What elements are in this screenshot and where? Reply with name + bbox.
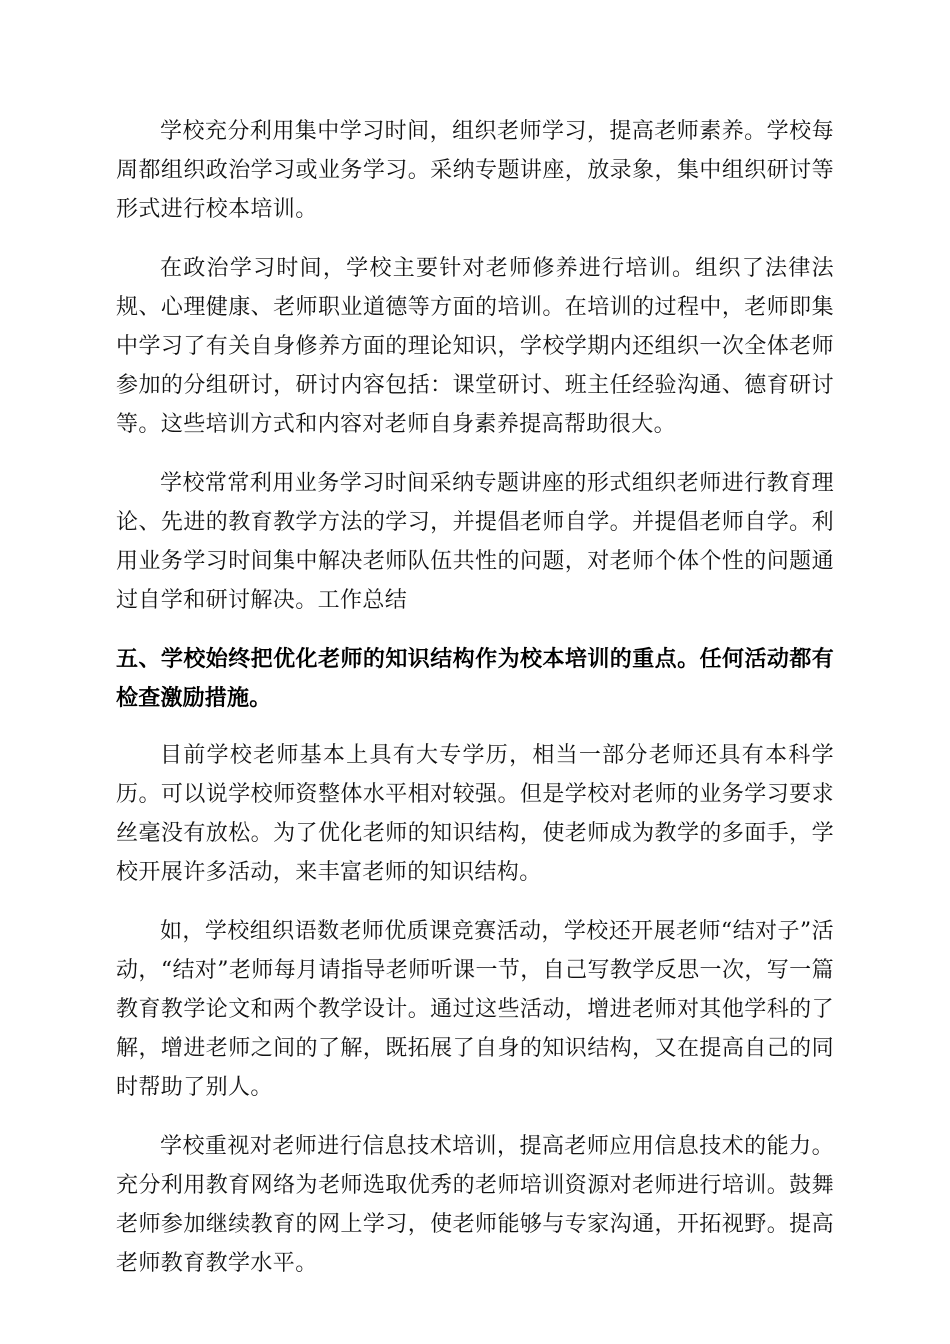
paragraph-business-study: 学校常常利用业务学习时间采纳专题讲座的形式组织老师进行教育理论、先进的教育教学方法的学习，并提倡老师自学。并提倡老师自学。利用业务学习时间集中解决老师队伍共性的问题，对老师个体个性的问题通过自学和研讨解决。工作总结 bbox=[116, 471, 834, 613]
section-heading-five: 五、学校始终把优化老师的知识结构作为校本培训的重点。任何活动都有检查激励措施。 bbox=[116, 647, 834, 711]
paragraph-political-study: 在政治学习时间，学校主要针对老师修养进行培训。组织了法律法规、心理健康、老师职业道德等方面的培训。在培训的过程中，老师即集中学习了有关自身修养方面的理论知识，学校学期内还组织一次全体老师参加的分组研讨，研讨内容包括：课堂研讨、班主任经验沟通、德育研讨等。这些培训方式和内容对老师自身素养提高帮助很大。 bbox=[116, 256, 834, 437]
document-body bbox=[116, 112, 834, 1303]
paragraph-teacher-qualifications: 目前学校老师基本上具有大专学历，相当一部分老师还具有本科学历。可以说学校师资整体水平相对较强。但是学校对老师的业务学习要求丝毫没有放松。为了优化老师的知识结构，使老师成为教学的多面手，学校开展许多活动，来丰富老师的知识结构。 bbox=[116, 743, 834, 885]
paragraph-centralized-study: 学校充分利用集中学习时间，组织老师学习，提高老师素养。学校每周都组织政治学习或业务学习。采纳专题讲座，放录象，集中组织研讨等形式进行校本培训。 bbox=[116, 119, 834, 222]
paragraph-it-training: 学校重视对老师进行信息技术培训，提高老师应用信息技术的能力。充分利用教育网络为老师选取优秀的老师培训资源对老师进行培训。鼓舞老师参加继续教育的网上学习，使老师能够与专家沟通，开拓视野。提高老师教育教学水平。 bbox=[116, 1134, 834, 1276]
paragraph-pairing-activities: 如，学校组织语数老师优质课竞赛活动，学校还开展老师“结对子”活动，“结对”老师每月请指导老师听课一节，自己写教学反思一次，写一篇教育教学论文和两个教学设计。通过这些活动，增进老师对其他学科的了解，增进老师之间的了解，既拓展了自身的知识结构，又在提高自己的同时帮助了别人。 bbox=[116, 919, 834, 1100]
